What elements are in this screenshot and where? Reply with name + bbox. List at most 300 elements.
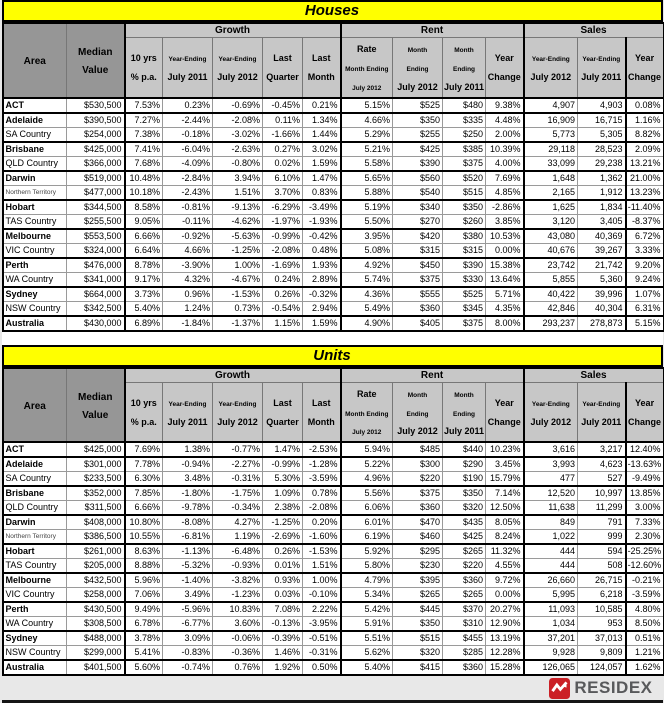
- data-cell: $255: [393, 127, 443, 142]
- data-cell: $430,500: [67, 602, 125, 617]
- header-label: Quarter: [266, 417, 299, 427]
- data-cell: 4.85%: [486, 185, 524, 200]
- area-cell: ACT: [3, 442, 67, 457]
- data-cell: -2.86%: [486, 200, 524, 215]
- data-cell: $360: [393, 501, 443, 516]
- header-label: July 2012: [352, 85, 381, 92]
- table-row: [3, 442, 664, 457]
- data-cell: 5.21%: [341, 142, 393, 157]
- header-label: Month: [308, 417, 335, 427]
- data-cell: 9.05%: [125, 214, 163, 229]
- table-row: [3, 486, 664, 501]
- data-cell: $395: [393, 573, 443, 588]
- data-cell: 9.49%: [125, 602, 163, 617]
- header-label: Median: [78, 392, 112, 403]
- data-cell: 10,585: [578, 602, 626, 617]
- area-cell: Perth: [3, 258, 67, 273]
- data-cell: -6.04%: [163, 142, 213, 157]
- data-cell: -0.51%: [303, 631, 341, 646]
- data-cell: 4.79%: [341, 573, 393, 588]
- data-cell: 1.38%: [163, 442, 213, 457]
- data-cell: 5.40%: [125, 301, 163, 316]
- data-cell: 1.59%: [303, 316, 341, 331]
- data-cell: -1.84%: [163, 316, 213, 331]
- data-cell: -0.10%: [303, 588, 341, 603]
- data-cell: -0.80%: [213, 156, 263, 171]
- data-cell: -0.13%: [263, 617, 303, 632]
- header-label: July 2011: [581, 72, 621, 82]
- data-cell: -0.39%: [263, 631, 303, 646]
- report-page: [2, 0, 663, 598]
- data-cell: -1.25%: [213, 243, 263, 258]
- col-header-last-quarter: [263, 382, 303, 442]
- data-cell: 11,093: [524, 602, 578, 617]
- data-cell: 10.23%: [486, 442, 524, 457]
- data-cell: 7.33%: [626, 515, 664, 530]
- data-cell: 16,715: [578, 113, 626, 128]
- col-header-growth-year-ending-july-2011: [163, 38, 213, 98]
- data-cell: -6.29%: [263, 200, 303, 215]
- header-label: % p.a.: [131, 417, 157, 427]
- data-cell: 2.38%: [263, 501, 303, 516]
- data-cell: -5.96%: [163, 602, 213, 617]
- data-cell: $301,000: [67, 457, 125, 472]
- header-label: July 2012: [217, 417, 258, 427]
- data-cell: $315: [393, 243, 443, 258]
- data-cell: $405: [393, 316, 443, 331]
- col-header-rent-month-ending-july-2012: [393, 382, 443, 442]
- data-cell: 5.34%: [341, 588, 393, 603]
- data-cell: -2.08%: [263, 243, 303, 258]
- area-cell: Perth: [3, 602, 67, 617]
- data-cell: 6.66%: [125, 501, 163, 516]
- data-cell: $341,000: [67, 272, 125, 287]
- data-cell: 5.88%: [341, 185, 393, 200]
- data-cell: 5.40%: [341, 660, 393, 675]
- data-cell: $265: [393, 588, 443, 603]
- data-cell: $308,500: [67, 617, 125, 632]
- data-cell: 8.78%: [125, 258, 163, 273]
- data-cell: $370: [443, 602, 486, 617]
- header-label: Year-Ending: [219, 401, 257, 408]
- area-cell: SA Country: [3, 472, 67, 487]
- data-cell: 26,715: [578, 573, 626, 588]
- area-cell: WA Country: [3, 272, 67, 287]
- table-row: [3, 214, 664, 229]
- data-cell: -3.90%: [163, 258, 213, 273]
- data-cell: 5.80%: [341, 559, 393, 574]
- area-cell: Melbourne: [3, 573, 67, 588]
- data-cell: 0.24%: [263, 272, 303, 287]
- data-cell: 13.19%: [486, 631, 524, 646]
- header-label: Change: [628, 72, 661, 82]
- data-cell: 444: [524, 559, 578, 574]
- data-cell: 0.20%: [303, 515, 341, 530]
- table-row: [3, 287, 664, 302]
- data-cell: $350: [443, 486, 486, 501]
- data-cell: 7.53%: [125, 98, 163, 113]
- data-cell: -3.59%: [303, 472, 341, 487]
- data-cell: 0.50%: [303, 660, 341, 675]
- col-header-sales-year-ending-july-2011: [578, 38, 626, 98]
- header-label: Value: [82, 410, 108, 421]
- table-row: [3, 660, 664, 675]
- data-cell: $375: [443, 316, 486, 331]
- data-cell: -5.63%: [213, 229, 263, 244]
- col-header-growth-10-years: [125, 382, 163, 442]
- data-cell: $425,000: [67, 442, 125, 457]
- data-cell: 3.09%: [163, 631, 213, 646]
- table-row: [3, 530, 664, 545]
- data-cell: $450: [393, 258, 443, 273]
- data-cell: $525: [393, 98, 443, 113]
- data-cell: 6.66%: [125, 229, 163, 244]
- col-header-sales-year-change: [626, 38, 664, 98]
- data-cell: $560: [393, 171, 443, 186]
- data-cell: -0.21%: [626, 573, 664, 588]
- data-cell: -2.84%: [163, 171, 213, 186]
- data-cell: $315: [443, 243, 486, 258]
- data-cell: $265: [443, 588, 486, 603]
- data-cell: $330: [443, 272, 486, 287]
- header-label: July 2011: [167, 72, 207, 82]
- data-cell: $390,500: [67, 113, 125, 128]
- data-cell: 8.05%: [486, 515, 524, 530]
- data-cell: 7.08%: [263, 602, 303, 617]
- data-cell: 9.17%: [125, 272, 163, 287]
- data-cell: 39,267: [578, 243, 626, 258]
- data-cell: 3,993: [524, 457, 578, 472]
- data-cell: 2.09%: [626, 142, 664, 157]
- data-cell: -0.32%: [303, 287, 341, 302]
- data-cell: $311,500: [67, 501, 125, 516]
- data-cell: -1.28%: [303, 457, 341, 472]
- header-label: Year: [495, 53, 514, 63]
- data-cell: 5,855: [524, 272, 578, 287]
- data-cell: 3.60%: [213, 617, 263, 632]
- header-label: Change: [628, 417, 661, 427]
- header-label: Rate: [357, 44, 377, 54]
- data-cell: 0.78%: [303, 486, 341, 501]
- data-cell: -9.13%: [213, 200, 263, 215]
- table-row: [3, 127, 664, 142]
- area-cell: Adelaide: [3, 113, 67, 128]
- data-cell: $470: [393, 515, 443, 530]
- data-cell: 3.70%: [263, 185, 303, 200]
- header-label: Month Ending: [345, 411, 388, 418]
- data-cell: -11.40%: [626, 200, 664, 215]
- data-cell: $380: [443, 229, 486, 244]
- data-cell: 39,996: [578, 287, 626, 302]
- header-label: Month Ending: [345, 66, 388, 73]
- residex-logo-icon: [549, 678, 570, 699]
- header-label: Rate: [357, 389, 377, 399]
- col-header-median-value: [67, 368, 125, 443]
- col-header-last-month: [303, 38, 341, 98]
- col-header-area: [3, 368, 67, 443]
- data-cell: 4.00%: [486, 156, 524, 171]
- data-cell: $299,000: [67, 646, 125, 661]
- data-cell: 999: [578, 530, 626, 545]
- data-cell: $375: [393, 486, 443, 501]
- data-cell: 7.41%: [125, 142, 163, 157]
- header-label: Year-Ending: [169, 56, 207, 63]
- header-label: Value: [82, 65, 108, 76]
- data-cell: $485: [393, 442, 443, 457]
- data-cell: -1.37%: [213, 316, 263, 331]
- data-cell: -3.02%: [213, 127, 263, 142]
- table-row: [3, 185, 664, 200]
- header-label: July 2012: [397, 426, 438, 436]
- header-label: Last: [312, 53, 331, 63]
- data-cell: -2.63%: [213, 142, 263, 157]
- data-cell: 1.21%: [626, 646, 664, 661]
- data-cell: -1.53%: [303, 544, 341, 559]
- header-label: Last: [312, 398, 331, 408]
- data-cell: 0.01%: [263, 559, 303, 574]
- data-cell: 12,520: [524, 486, 578, 501]
- data-cell: $515: [443, 185, 486, 200]
- data-cell: 791: [578, 515, 626, 530]
- area-cell: Sydney: [3, 631, 67, 646]
- data-cell: $270: [393, 214, 443, 229]
- data-cell: 3.33%: [626, 243, 664, 258]
- data-cell: -0.45%: [263, 98, 303, 113]
- data-cell: 8.58%: [125, 200, 163, 215]
- data-cell: -0.94%: [163, 457, 213, 472]
- data-cell: 6.78%: [125, 617, 163, 632]
- data-cell: -0.83%: [163, 646, 213, 661]
- data-cell: -0.11%: [163, 214, 213, 229]
- col-header-last-quarter: [263, 38, 303, 98]
- data-cell: $340: [393, 200, 443, 215]
- data-cell: $254,000: [67, 127, 125, 142]
- data-cell: $525: [443, 287, 486, 302]
- data-cell: -0.81%: [163, 200, 213, 215]
- header-label: July 2011: [444, 426, 484, 436]
- data-cell: 7.27%: [125, 113, 163, 128]
- data-cell: 5.15%: [626, 316, 664, 331]
- data-cell: 1,625: [524, 200, 578, 215]
- header-label: Month: [454, 47, 474, 54]
- data-cell: $460: [393, 530, 443, 545]
- col-header-rent-year-change: [486, 382, 524, 442]
- data-cell: -0.93%: [213, 559, 263, 574]
- data-cell: $386,500: [67, 530, 125, 545]
- table-row: [3, 457, 664, 472]
- data-cell: $476,000: [67, 258, 125, 273]
- data-cell: 5.22%: [341, 457, 393, 472]
- data-cell: 0.51%: [626, 631, 664, 646]
- data-cell: 7.14%: [486, 486, 524, 501]
- data-cell: 5.41%: [125, 646, 163, 661]
- data-cell: 3,120: [524, 214, 578, 229]
- data-cell: $324,000: [67, 243, 125, 258]
- header-label: Area: [24, 401, 46, 412]
- data-cell: 9.72%: [486, 573, 524, 588]
- data-cell: 43,080: [524, 229, 578, 244]
- data-cell: 1.93%: [303, 258, 341, 273]
- data-cell: -5.32%: [163, 559, 213, 574]
- col-header-rent-rate-month-ending-july-2012: [341, 38, 393, 98]
- data-cell: 5.50%: [341, 214, 393, 229]
- data-cell: 477: [524, 472, 578, 487]
- data-cell: 953: [578, 617, 626, 632]
- data-cell: 1,912: [578, 185, 626, 200]
- data-cell: 11,638: [524, 501, 578, 516]
- data-cell: 5.92%: [341, 544, 393, 559]
- area-cell: NSW Country: [3, 301, 67, 316]
- header-label: July 2012: [397, 82, 438, 92]
- data-cell: 13.64%: [486, 272, 524, 287]
- data-cell: 13.85%: [626, 486, 664, 501]
- col-header-rent-month-ending-july-2011: [443, 382, 486, 442]
- data-cell: 11.32%: [486, 544, 524, 559]
- data-cell: $360: [443, 660, 486, 675]
- data-cell: 20.27%: [486, 602, 524, 617]
- data-cell: 10.83%: [213, 602, 263, 617]
- data-cell: -0.54%: [263, 301, 303, 316]
- data-cell: 594: [578, 544, 626, 559]
- data-cell: 4,907: [524, 98, 578, 113]
- data-cell: 21,742: [578, 258, 626, 273]
- data-cell: 10.53%: [486, 229, 524, 244]
- data-cell: $320: [443, 501, 486, 516]
- data-cell: $366,000: [67, 156, 125, 171]
- header-label: Year-Ending: [532, 401, 570, 408]
- data-cell: -6.77%: [163, 617, 213, 632]
- data-cell: -0.18%: [163, 127, 213, 142]
- data-cell: 9.20%: [626, 258, 664, 273]
- data-cell: -3.82%: [213, 573, 263, 588]
- header-label: Month: [308, 72, 335, 82]
- data-cell: 4,903: [578, 98, 626, 113]
- col-header-area: [3, 23, 67, 98]
- table-row: [3, 229, 664, 244]
- data-cell: 33,099: [524, 156, 578, 171]
- col-header-rent-year-change: [486, 38, 524, 98]
- data-cell: -1.75%: [213, 486, 263, 501]
- table-row: [3, 631, 664, 646]
- data-cell: 7.69%: [125, 442, 163, 457]
- header-label: July 2011: [581, 417, 621, 427]
- data-cell: -3.95%: [303, 617, 341, 632]
- data-cell: 15.79%: [486, 472, 524, 487]
- data-cell: -9.49%: [626, 472, 664, 487]
- data-cell: 7.69%: [486, 171, 524, 186]
- data-cell: $350: [443, 200, 486, 215]
- data-cell: -0.99%: [263, 229, 303, 244]
- data-cell: 8.50%: [626, 617, 664, 632]
- data-cell: $342,500: [67, 301, 125, 316]
- header-label: Ending: [407, 411, 429, 418]
- data-cell: 40,422: [524, 287, 578, 302]
- data-cell: 3.78%: [125, 631, 163, 646]
- data-cell: 9.38%: [486, 98, 524, 113]
- data-cell: -9.78%: [163, 501, 213, 516]
- data-cell: 2.30%: [626, 530, 664, 545]
- data-cell: -4.67%: [213, 272, 263, 287]
- data-cell: 5,360: [578, 272, 626, 287]
- data-cell: -0.36%: [213, 646, 263, 661]
- col-header-growth-10-years: [125, 38, 163, 98]
- data-cell: 6.10%: [263, 171, 303, 186]
- data-cell: $205,000: [67, 559, 125, 574]
- data-cell: -3.59%: [626, 588, 664, 603]
- group-header-growth: Growth: [125, 368, 341, 383]
- data-cell: -3.49%: [303, 200, 341, 215]
- area-cell: Brisbane: [3, 486, 67, 501]
- data-cell: 1.47%: [303, 171, 341, 186]
- area-cell: Australia: [3, 316, 67, 331]
- data-cell: 40,369: [578, 229, 626, 244]
- data-cell: 1.62%: [626, 660, 664, 675]
- data-cell: 5.15%: [341, 98, 393, 113]
- area-cell: Hobart: [3, 544, 67, 559]
- data-cell: 5.94%: [341, 442, 393, 457]
- data-cell: -1.53%: [213, 287, 263, 302]
- area-cell: WA Country: [3, 617, 67, 632]
- table-row: [3, 316, 664, 331]
- header-label: July 2012: [531, 417, 572, 427]
- data-cell: $425: [393, 142, 443, 157]
- data-cell: -0.42%: [303, 229, 341, 244]
- data-cell: 9.24%: [626, 272, 664, 287]
- data-cell: -1.97%: [263, 214, 303, 229]
- data-cell: 0.93%: [263, 573, 303, 588]
- data-cell: 6.89%: [125, 316, 163, 331]
- data-cell: -0.31%: [213, 472, 263, 487]
- data-cell: -0.77%: [213, 442, 263, 457]
- data-cell: -1.40%: [163, 573, 213, 588]
- data-cell: $390: [393, 156, 443, 171]
- data-cell: 0.03%: [263, 588, 303, 603]
- data-cell: 5.19%: [341, 200, 393, 215]
- data-cell: 37,013: [578, 631, 626, 646]
- col-header-sales-year-ending-july-2011: [578, 382, 626, 442]
- data-cell: 1,648: [524, 171, 578, 186]
- header-label: Month: [454, 392, 474, 399]
- data-cell: 5.91%: [341, 617, 393, 632]
- data-cell: -25.25%: [626, 544, 664, 559]
- area-cell: Northern Territory: [3, 530, 67, 545]
- data-cell: $190: [443, 472, 486, 487]
- table-row: [3, 301, 664, 316]
- data-cell: 3.85%: [486, 214, 524, 229]
- data-cell: 21.00%: [626, 171, 664, 186]
- table-row: [3, 588, 664, 603]
- data-cell: 5.62%: [341, 646, 393, 661]
- data-cell: $455: [443, 631, 486, 646]
- data-cell: $477,000: [67, 185, 125, 200]
- data-cell: 5,995: [524, 588, 578, 603]
- data-cell: 4.27%: [213, 515, 263, 530]
- data-cell: 6.06%: [341, 501, 393, 516]
- data-cell: 3,217: [578, 442, 626, 457]
- data-cell: 5,773: [524, 127, 578, 142]
- data-cell: 5.96%: [125, 573, 163, 588]
- data-cell: 7.06%: [125, 588, 163, 603]
- data-cell: -8.37%: [626, 214, 664, 229]
- area-cell: Adelaide: [3, 457, 67, 472]
- header-label: Last: [273, 53, 292, 63]
- data-cell: 12.90%: [486, 617, 524, 632]
- footer: [2, 676, 663, 700]
- data-cell: -2.27%: [213, 457, 263, 472]
- data-cell: $255,500: [67, 214, 125, 229]
- data-cell: 6.19%: [341, 530, 393, 545]
- data-cell: $220: [393, 472, 443, 487]
